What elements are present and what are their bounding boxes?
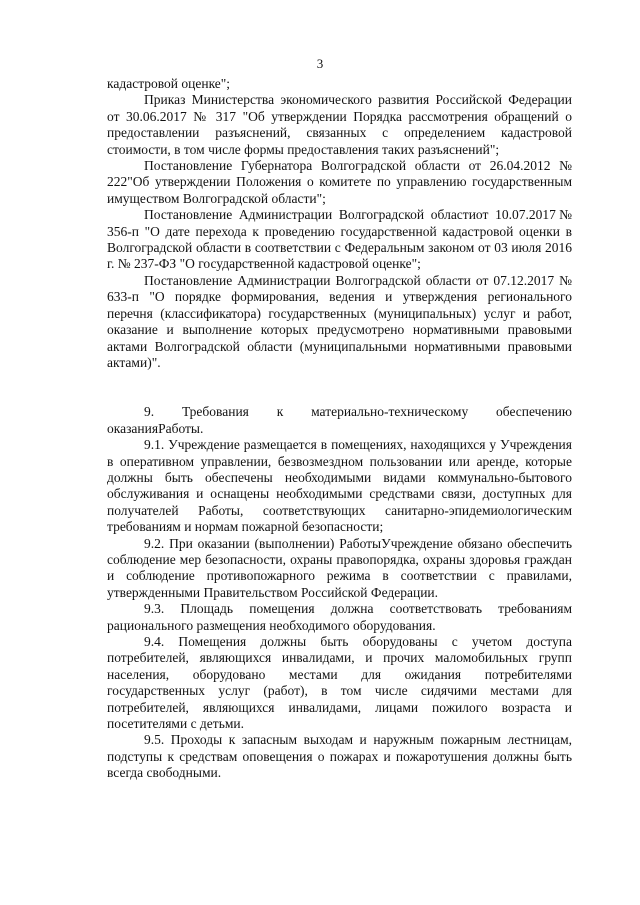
paragraph-continuation: кадастровой оценке"; xyxy=(107,76,231,91)
paragraph-9-1: 9.1. Учреждение размещается в помещениях, находящихся у Учреждения в оперативном управлении, безвозмездном пользовании или аренде, которые должны быть обеспечены необходимыми видами коммунально-бытового обслуживания и оснащены необходимыми средствами связи, доступных для получателей Работы, соответствующих санитарно-эпидемиологическим требованиям и нормам пожарной безопасности; xyxy=(107,437,572,535)
section-heading-9: 9. Требования к материально-техническому обеспечению оказанияРаботы. xyxy=(107,404,572,436)
paragraph-order-317: Приказ Министерства экономического развития Российской Федерации от 30.06.2017 № 317 "Об утверждении Порядка рассмотрения обращений о предоставлении разъяснений, связанных с определением кадастровой стоимости, в том числе формы предоставления таких разъяснений"; xyxy=(107,92,572,157)
paragraph-decree-356: Постановление Администрации Волгоградской областиот 10.07.2017№ 356-п "О дате перехода к проведению государственной кадастровой оценки в Волгоградской области в соответствии с Федеральным законом от 03 июля 2016 г. № 237-ФЗ "О государственной кадастровой оценке"; xyxy=(107,207,572,272)
document-body xyxy=(107,76,572,782)
paragraph-decree-633: Постановление Администрации Волгоградской области от 07.12.2017 № 633-п "О порядке формирования, ведения и утверждения регионального перечня (классификатора) государственных (муниципальных) услуг и работ, оказание и выполнение которых предусмотрено нормативными правовыми актами Волгоградской области (муниципальными нормативными правовыми актами)". xyxy=(107,272,572,370)
paragraph-9-3: 9.3. Площадь помещения должна соответствовать требованиям рационального размещения необходимого оборудования. xyxy=(107,601,572,633)
paragraph-9-2: 9.2. При оказании (выполнении) РаботыУчреждение обязано обеспечить соблюдение мер безопасности, охраны правопорядка, охраны здоровья граждан и соблюдение противопожарного режима в соответствии с правилами, утвержденными Правительством Российской Федерации. xyxy=(107,535,572,600)
paragraph-governor-decree: Постановление Губернатора Волгоградской области от 26.04.2012 № 222"Об утверждении Положения о комитете по управлению государственным имуществом Волгоградской области"; xyxy=(107,158,572,206)
page-number: 3 xyxy=(316,56,324,71)
paragraph-9-5: 9.5. Проходы к запасным выходам и наружным пожарным лестницам, подступы к средствам оповещения о пожарах и пожаротушения должны быть всегда свободными. xyxy=(107,732,572,781)
paragraph-9-4: 9.4. Помещения должны быть оборудованы с учетом доступа потребителей, являющихся инвалидами, и прочих маломобильных групп населения, оборудовано местами для ожидания потребителями государственных услуг (работ), в том числе сидячими местами для потребителей, являющихся инвалидами, лицами пожилого возраста и посетителями с детьми. xyxy=(107,634,572,732)
